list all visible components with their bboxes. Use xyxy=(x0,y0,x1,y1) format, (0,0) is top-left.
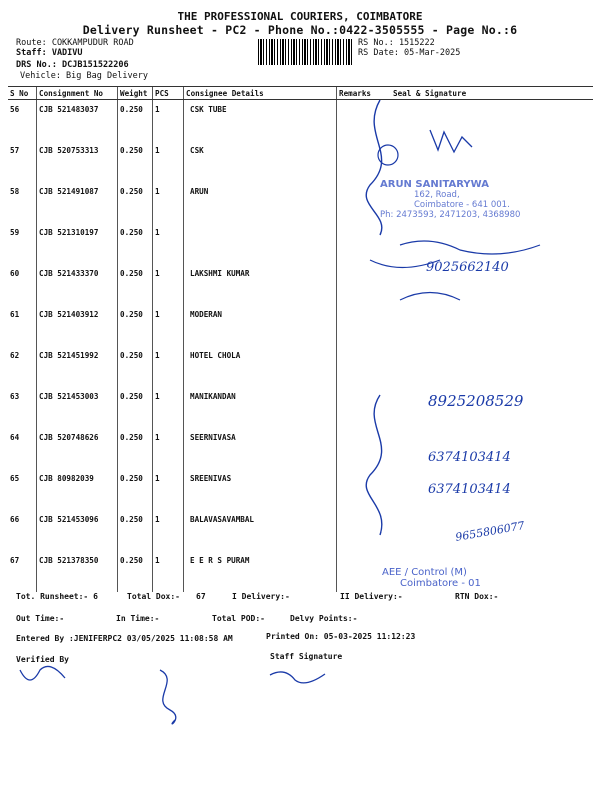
staff-signature-label: Staff Signature xyxy=(270,652,343,661)
cell-consignment-no: CJB 520748626 xyxy=(37,428,118,469)
entered-by: Entered By :JENIFERPC2 03/05/2025 11:08:58 AM xyxy=(16,634,233,643)
cell-consignee: BALAVASAVAMBAL xyxy=(184,510,337,551)
col-sno: S No xyxy=(8,87,37,100)
i-delivery: I Delivery:- xyxy=(232,592,290,601)
footer-signatures xyxy=(10,660,330,730)
cell-consignment-no: CJB 521451992 xyxy=(37,346,118,387)
handwritten-phone-5: 9655806077 xyxy=(454,519,526,544)
stamp-address-2: Coimbatore - 641 001. xyxy=(414,200,510,210)
control-stamp-line2: Coimbatore - 01 xyxy=(400,578,481,589)
cell-pcs: 1 xyxy=(153,223,184,264)
cell-pcs: 1 xyxy=(153,264,184,305)
handwritten-phone-4: 6374103414 xyxy=(428,482,511,497)
cell-pcs: 1 xyxy=(153,182,184,223)
in-time: In Time:- xyxy=(116,614,160,623)
cell-consignment-no: CJB 521433370 xyxy=(37,264,118,305)
cell-sno: 57 xyxy=(10,146,20,155)
rtn-dox: RTN Dox:- xyxy=(455,592,499,601)
ii-delivery: II Delivery:- xyxy=(340,592,403,601)
control-stamp-line1: AEE / Control (M) xyxy=(382,567,467,578)
cell-consignee: MANIKANDAN xyxy=(184,387,337,428)
cell-pcs: 1 xyxy=(153,305,184,346)
cell-sno: 67 xyxy=(10,556,20,565)
cell-sno: 63 xyxy=(10,392,20,401)
cell-consignment-no: CJB 521483037 xyxy=(37,100,118,142)
printed-on: Printed On: 05-03-2025 11:12:23 xyxy=(266,632,416,641)
runsheet-title: Delivery Runsheet - PC2 - Phone No.:0422-3505555 - Page No.:6 xyxy=(82,23,518,37)
cell-weight: 0.250 xyxy=(118,469,153,510)
cell-weight: 0.250 xyxy=(118,264,153,305)
total-dox-value: 67 xyxy=(196,592,206,601)
cell-sno: 61 xyxy=(10,310,20,319)
stamp-address-1: 162, Road, xyxy=(414,190,460,200)
vehicle-label: Vehicle: Big Bag Delivery xyxy=(20,71,148,81)
cell-weight: 0.250 xyxy=(118,428,153,469)
cell-consignment-no: CJB 521378350 xyxy=(37,551,118,592)
seal-stamp xyxy=(380,180,590,232)
cell-consignment-no: CJB 520753313 xyxy=(37,141,118,182)
cell-pcs: 1 xyxy=(153,428,184,469)
total-pod: Total POD:- xyxy=(212,614,265,623)
cell-pcs: 1 xyxy=(153,100,184,142)
cell-consignee: HOTEL CHOLA xyxy=(184,346,337,387)
cell-pcs: 1 xyxy=(153,387,184,428)
company-title: THE PROFESSIONAL COURIERS, COIMBATORE xyxy=(177,10,423,23)
cell-pcs: 1 xyxy=(153,510,184,551)
rs-date: RS Date: 05-Mar-2025 xyxy=(358,48,461,58)
tot-runsheet: Tot. Runsheet:- 6 xyxy=(16,592,98,601)
cell-consignment-no: CJB 521453003 xyxy=(37,387,118,428)
cell-weight: 0.250 xyxy=(118,182,153,223)
route-label: Route: COKKAMPUDUR ROAD xyxy=(16,38,134,48)
cell-sno: 66 xyxy=(10,515,20,524)
total-dox-label: Total Dox:- xyxy=(127,592,180,601)
cell-weight: 0.250 xyxy=(118,141,153,182)
cell-consignee: LAKSHMI KUMAR xyxy=(184,264,337,305)
handwritten-phone-3: 6374103414 xyxy=(428,450,511,465)
handwritten-phone-2: 8925208529 xyxy=(428,392,524,410)
cell-weight: 0.250 xyxy=(118,387,153,428)
col-weight: Weight xyxy=(118,87,153,100)
out-time: Out Time:- xyxy=(16,614,65,623)
stamp-phone: Ph: 2473593, 2471203, 4368980 xyxy=(380,210,521,220)
cell-weight: 0.250 xyxy=(118,305,153,346)
cell-pcs: 1 xyxy=(153,551,184,592)
verified-by: Verified By xyxy=(16,655,69,664)
cell-weight: 0.250 xyxy=(118,346,153,387)
cell-sno: 64 xyxy=(10,433,20,442)
cell-pcs: 1 xyxy=(153,346,184,387)
cell-consignee: MODERAN xyxy=(184,305,337,346)
drs-number: DRS No.: DCJB151522206 xyxy=(16,60,129,70)
cell-consignment-no: CJB 521453096 xyxy=(37,510,118,551)
col-consignment: Consignment No xyxy=(37,87,118,100)
cell-weight: 0.250 xyxy=(118,551,153,592)
cell-consignment-no: CJB 521310197 xyxy=(37,223,118,264)
barcode xyxy=(258,39,352,65)
cell-pcs: 1 xyxy=(153,469,184,510)
col-remarks: Remarks xyxy=(337,87,392,100)
cell-consignee: SREENIVAS xyxy=(184,469,337,510)
cell-sno: 62 xyxy=(10,351,20,360)
cell-sno: 60 xyxy=(10,269,20,278)
cell-consignment-no: CJB 80982039 xyxy=(37,469,118,510)
col-consignee: Consignee Details xyxy=(184,87,337,100)
staff-label: Staff: VADIVU xyxy=(16,48,83,58)
cell-consignee xyxy=(184,223,337,264)
cell-consignment-no: CJB 521403912 xyxy=(37,305,118,346)
cell-weight: 0.250 xyxy=(118,510,153,551)
delvy-points: Delvy Points:- xyxy=(290,614,358,623)
stamp-name: ARUN SANITARYWA xyxy=(380,179,489,190)
cell-consignee: CSK TUBE xyxy=(184,100,337,142)
control-stamp xyxy=(382,567,481,589)
cell-consignment-no: CJB 521491087 xyxy=(37,182,118,223)
cell-consignee: E E R S PURAM xyxy=(184,551,337,592)
cell-sno: 65 xyxy=(10,474,20,483)
col-pcs: PCS xyxy=(153,87,184,100)
cell-weight: 0.250 xyxy=(118,223,153,264)
cell-sno: 59 xyxy=(10,228,20,237)
cell-sno: 56 xyxy=(10,105,20,114)
cell-pcs: 1 xyxy=(153,141,184,182)
cell-weight: 0.250 xyxy=(118,100,153,142)
col-seal: Seal & Signature xyxy=(391,87,593,100)
cell-consignee: SEERNIVASA xyxy=(184,428,337,469)
rs-number: RS No.: 1515222 xyxy=(358,38,435,48)
cell-consignee: CSK xyxy=(184,141,337,182)
handwritten-phone-1: 9025662140 xyxy=(426,260,509,275)
cell-sno: 58 xyxy=(10,187,20,196)
cell-consignee: ARUN xyxy=(184,182,337,223)
